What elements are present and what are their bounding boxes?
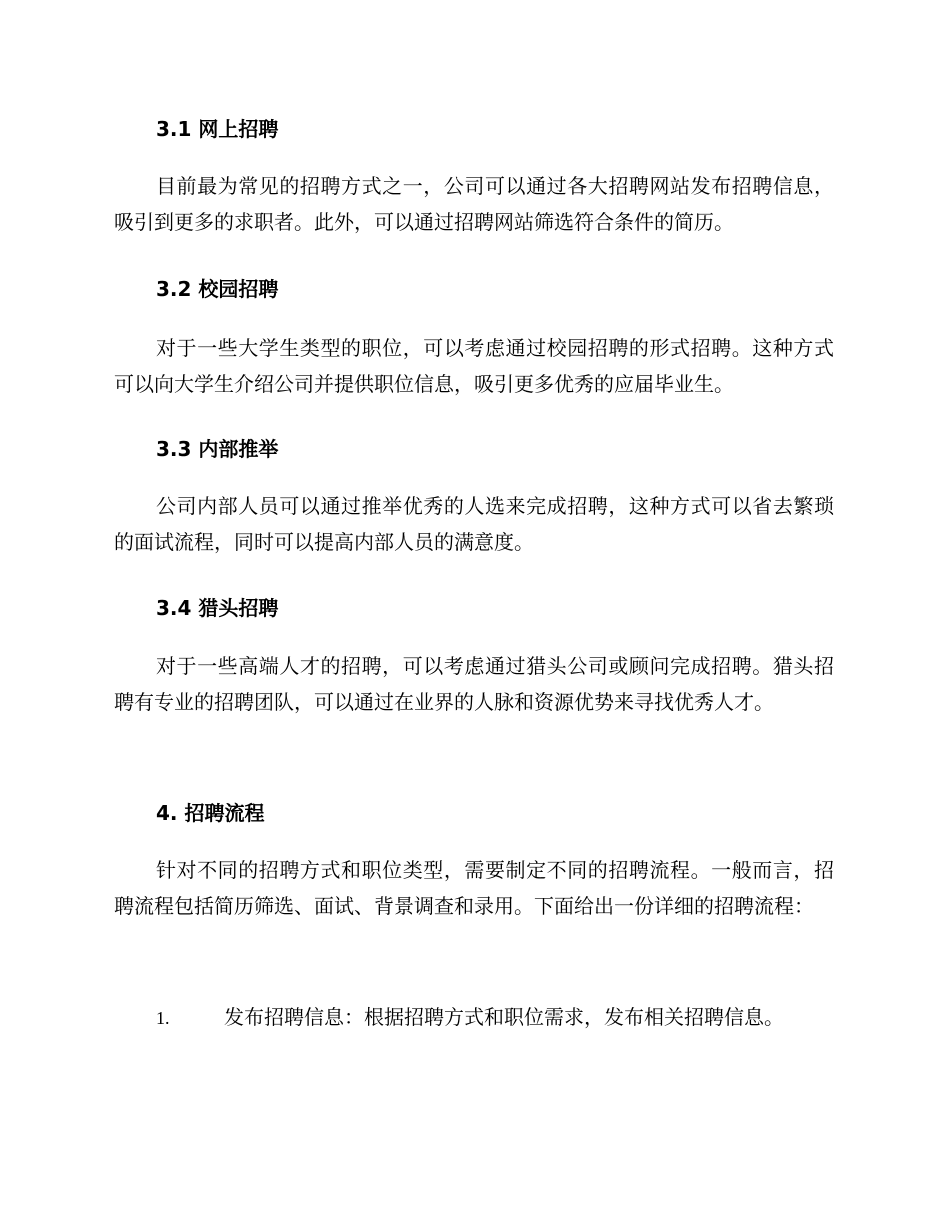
section-paragraph: 对于一些大学生类型的职位，可以考虑通过校园招聘的形式招聘。这种方式可以向大学生介绍公司并提供职位信息，吸引更多优秀的应届毕业生。: [114, 336, 834, 396]
section-paragraph: 目前最为常见的招聘方式之一，公司可以通过各大招聘网站发布招聘信息，吸引到更多的求职者。此外，可以通过招聘网站筛选符合条件的简历。: [114, 174, 834, 234]
section-heading: 4. 招聘流程: [156, 801, 265, 825]
section-paragraph: 对于一些高端人才的招聘，可以考虑通过猎头公司或顾问完成招聘。猎头招聘有专业的招聘团队，可以通过在业界的人脉和资源优势来寻找优秀人才。: [114, 654, 834, 714]
section-heading: 3.1 网上招聘: [156, 117, 279, 141]
list-item-number: 1.: [156, 1008, 170, 1028]
section-heading: 3.4 猎头招聘: [156, 596, 279, 620]
section-heading: 3.2 校园招聘: [156, 277, 279, 301]
section-paragraph: 公司内部人员可以通过推举优秀的人选来完成招聘，这种方式可以省去繁琐的面试流程，同时可以提高内部人员的满意度。: [114, 494, 834, 554]
section-paragraph: 针对不同的招聘方式和职位类型，需要制定不同的招聘流程。一般而言，招聘流程包括简历筛选、面试、背景调查和录用。下面给出一份详细的招聘流程：: [114, 858, 834, 918]
section-heading: 3.3 内部推举: [156, 437, 279, 461]
list-item-text: 发布招聘信息：根据招聘方式和职位需求，发布相关招聘信息。: [224, 1005, 784, 1029]
list-item: [156, 1002, 784, 1033]
